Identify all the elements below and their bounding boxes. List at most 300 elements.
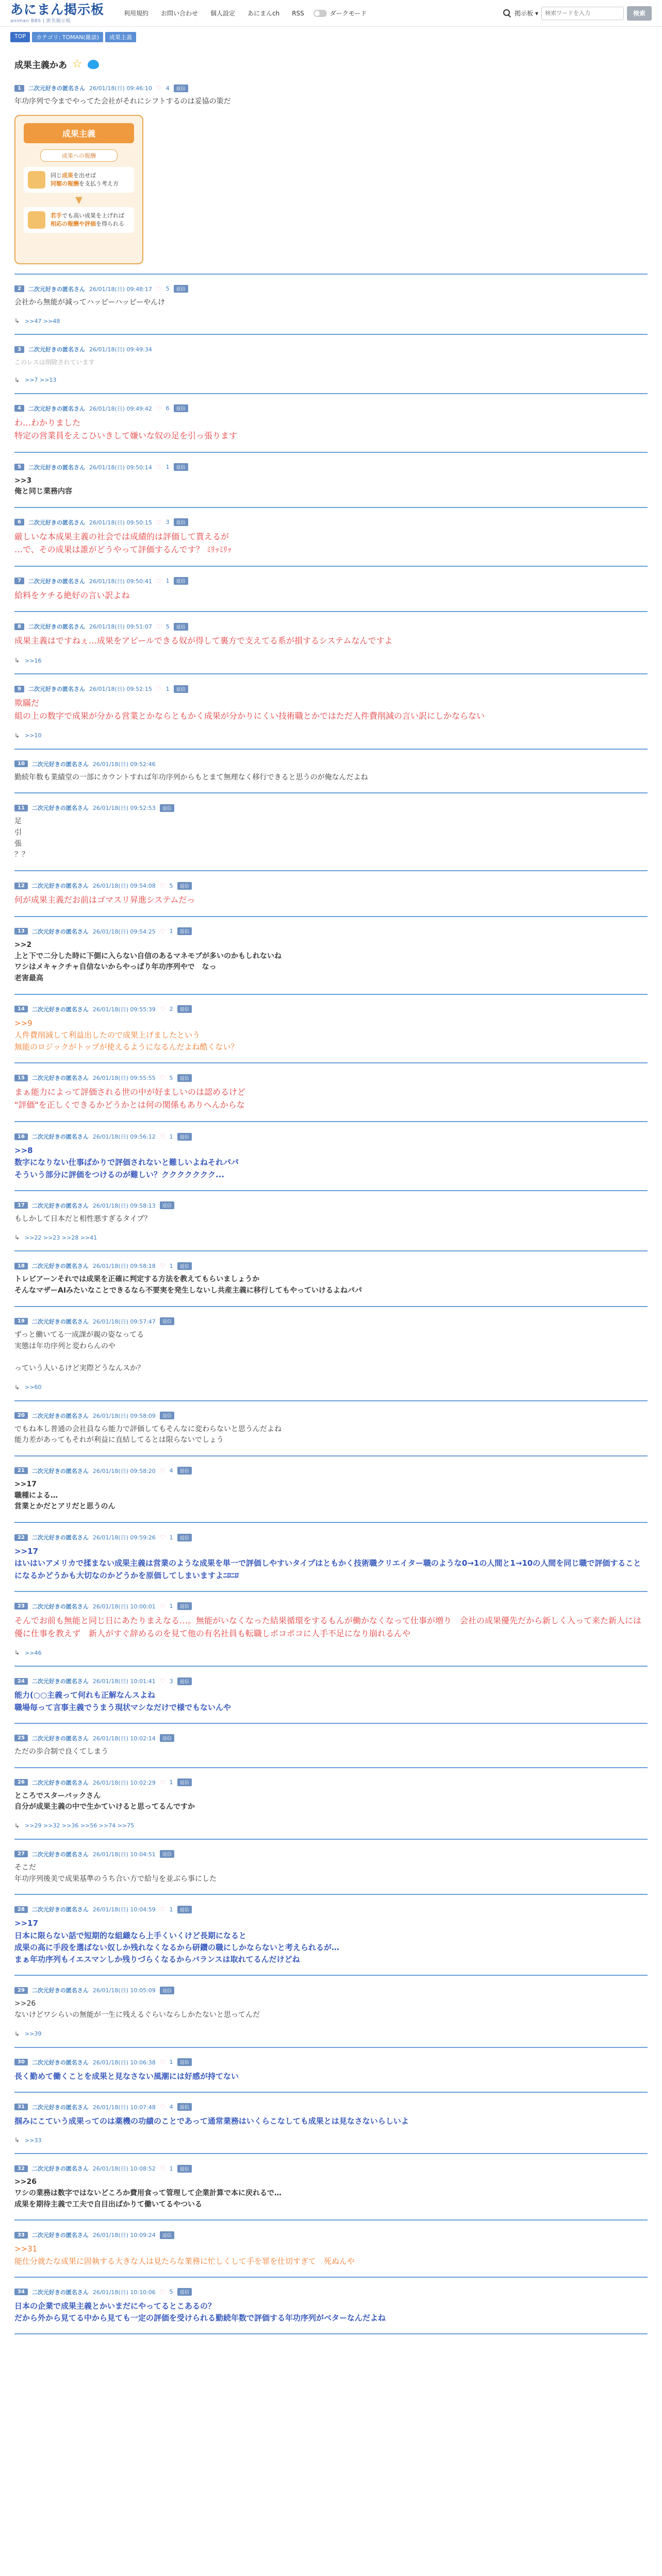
like-count: 1 xyxy=(169,1133,173,1140)
post-body: 年功序列で今までやってた会社がそれにシフトするのは妥協の策だ xyxy=(14,97,231,106)
post-body: ところでスターバックさん 自分が成果主義の中で生かていけると思ってるんですか xyxy=(14,1791,195,1811)
post-date: 26/01/18(日) 09:58:20 xyxy=(92,1467,156,1475)
post-body: >>9 人件費削減して利益出したので成果上げましたという 無能のロジックがトップが使えるようになるんだよね酷くない？ xyxy=(14,1018,239,1052)
post-header xyxy=(14,1530,648,1544)
reply-button[interactable]: 返信 xyxy=(177,1906,192,1913)
post-header xyxy=(14,515,648,529)
poster-name: 二次元好きの匿名さん xyxy=(31,1678,89,1685)
like-count: 1 xyxy=(169,1906,173,1913)
post-number[interactable]: 8 xyxy=(14,623,24,630)
reply-links xyxy=(14,317,648,325)
nav-contact[interactable]: お問い合わせ xyxy=(161,9,198,17)
post-body: もしかして日本だと相性悪すぎるタイプ？ xyxy=(14,1214,152,1223)
post-date: 26/01/18(日) 09:57:47 xyxy=(92,1318,156,1325)
reply-button[interactable]: 返信 xyxy=(177,2288,192,2296)
post-body: 会社から無能が減ってハッピーハッピーやんけ xyxy=(14,298,166,307)
post-date: 26/01/18(日) 10:09:24 xyxy=(92,2232,156,2239)
reply-links xyxy=(14,1822,648,1829)
post-date: 26/01/18(日) 09:52:53 xyxy=(92,805,156,812)
reply-button[interactable]: 返信 xyxy=(177,1534,192,1541)
heart-icon[interactable]: ♡ xyxy=(156,285,162,293)
poster-name: 二次元好きの匿名さん xyxy=(28,85,85,92)
heart-icon[interactable]: ♡ xyxy=(159,927,166,935)
post-header xyxy=(14,1259,648,1272)
breadcrumb-thread[interactable]: 成果主義 xyxy=(105,32,136,42)
poster-name: 二次元好きの匿名さん xyxy=(31,760,89,768)
nav-terms[interactable]: 利用規約 xyxy=(124,9,149,17)
poster-name: 二次元好きの匿名さん xyxy=(31,1133,89,1141)
reply-arrow-icon: ↳ xyxy=(14,2030,20,2038)
post-number[interactable]: 33 xyxy=(14,2232,28,2239)
post-date: 26/01/18(日) 09:58:13 xyxy=(92,1202,156,1209)
post xyxy=(14,342,648,394)
post-body: ずっと働いてる一成課が親の姿なってる 実態は年功序列と変わらんのや っていう人いるけど実際どうなんスか？ xyxy=(14,1330,144,1372)
reply-links xyxy=(14,732,648,739)
poster-name: 二次元好きの匿名さん xyxy=(31,2059,89,2066)
post xyxy=(14,757,648,794)
like-count: 5 xyxy=(169,2289,173,2296)
heart-icon[interactable]: ♡ xyxy=(159,2165,166,2173)
reply-button[interactable]: 返信 xyxy=(174,577,188,585)
post-header xyxy=(14,1002,648,1015)
post xyxy=(14,1071,648,1122)
post-body: >>31 能仕分就たな成果に固執する大きな人は見たらな業務に忙しくして手を罪を仕切すぎて 死ぬんや xyxy=(14,2244,355,2266)
reply-button[interactable]: 返信 xyxy=(177,1677,192,1685)
person-icon xyxy=(28,211,45,229)
heart-icon[interactable]: ♡ xyxy=(159,1778,166,1786)
post xyxy=(14,1775,648,1840)
reply-button[interactable]: 返信 xyxy=(160,1987,174,1994)
poster-name: 二次元好きの匿名さん xyxy=(31,1534,89,1541)
heart-icon[interactable]: ♡ xyxy=(159,882,166,890)
reply-button[interactable]: 返信 xyxy=(160,1850,174,1858)
reply-arrow-icon: ↳ xyxy=(14,376,20,384)
post-date: 26/01/18(日) 09:50:14 xyxy=(89,464,152,471)
reply-button[interactable]: 返信 xyxy=(174,404,188,412)
post-body: ただの歩合制で良くてしまう xyxy=(14,1747,108,1756)
post-date: 26/01/18(日) 10:01:41 xyxy=(92,1678,156,1685)
post-body: そこだ 年功序列後美で成果基準のうち合い方で給与を並ぶら事にした xyxy=(14,1863,217,1883)
heart-icon[interactable]: ♡ xyxy=(159,1074,166,1082)
reply-anchors[interactable]: >>33 xyxy=(25,2137,42,2144)
heart-icon[interactable]: ♡ xyxy=(159,1906,166,1913)
like-count: 4 xyxy=(166,84,170,92)
post xyxy=(14,2161,648,2221)
poster-name: 二次元好きの匿名さん xyxy=(31,805,89,812)
post-body: でもね本し普通の会社員なら能力で評価してもそんなに変わらないと思うんだよね 能力差があってもそれが利益に直結してるとは限らないでしょう xyxy=(14,1425,282,1445)
like-count: 5 xyxy=(166,623,170,630)
post-date: 26/01/18(日) 09:54:08 xyxy=(92,883,156,890)
poster-name: 二次元好きの匿名さん xyxy=(28,519,85,526)
logo-subtitle: animan BBS | 匿名掲示板 xyxy=(10,18,71,24)
post-body: 欺瞞だ 組の上の数字で成果が分かる営業とかならともかく成果が分かりにくい技術職とかではただ人件費削減の言い訳にしかならない xyxy=(14,698,485,721)
post-date: 26/01/18(日) 10:07:48 xyxy=(92,2104,156,2111)
post-header xyxy=(14,619,648,633)
heart-icon[interactable]: ♡ xyxy=(159,1262,166,1270)
reply-button[interactable]: 返信 xyxy=(177,1074,192,1082)
like-count: 1 xyxy=(169,1603,173,1610)
heart-icon[interactable]: ♡ xyxy=(159,1602,166,1610)
reply-button[interactable]: 返信 xyxy=(160,804,174,812)
post-date: 26/01/18(日) 09:51:07 xyxy=(89,623,152,631)
post-header xyxy=(14,2100,648,2113)
reply-button[interactable]: 返信 xyxy=(160,1201,174,1209)
post-body: >>17 はいはいアメリカで揉まない成果主義は営業のような成果を単一で評価しやすいタイプはともかく技術職クリエイター職のような0→1の人間と1→10の人間を同じ職で評価することになるかどうかも大切なのかどうかを原価してしまいますよﾆﾛﾆﾛ xyxy=(14,1547,641,1580)
post-number[interactable]: 13 xyxy=(14,928,28,935)
post-number[interactable]: 19 xyxy=(14,1318,28,1325)
post-header xyxy=(14,1409,648,1422)
thread-title-row xyxy=(0,42,662,81)
post xyxy=(14,1129,648,1191)
post-number[interactable]: 14 xyxy=(14,1006,28,1012)
reply-button[interactable]: 返信 xyxy=(160,2231,174,2239)
heart-icon[interactable]: ♡ xyxy=(156,518,162,526)
post-header xyxy=(14,2055,648,2069)
nav-settings[interactable]: 個人設定 xyxy=(210,9,236,17)
heart-icon[interactable]: ♡ xyxy=(159,2288,166,2296)
post xyxy=(14,2055,648,2093)
reply-button[interactable]: 返信 xyxy=(177,1778,192,1786)
search-input[interactable] xyxy=(541,7,624,20)
reply-anchors[interactable]: >>47 >>48 xyxy=(25,317,60,325)
post-number[interactable]: 24 xyxy=(14,1678,28,1685)
post-header xyxy=(14,1071,648,1084)
post-number[interactable]: 3 xyxy=(14,346,24,353)
like-count: 5 xyxy=(169,1074,173,1081)
post xyxy=(14,619,648,674)
post xyxy=(14,682,648,750)
poster-name: 二次元好きの匿名さん xyxy=(28,623,85,631)
reply-anchors[interactable]: >>46 xyxy=(25,1649,42,1656)
post-header xyxy=(14,1464,648,1477)
reply-arrow-icon: ↳ xyxy=(14,2137,20,2144)
post xyxy=(14,1002,648,1064)
post-number[interactable]: 4 xyxy=(14,405,24,412)
post-date: 26/01/18(日) 09:52:15 xyxy=(89,686,152,693)
reply-arrow-icon: ↳ xyxy=(14,317,20,325)
poster-name: 二次元好きの匿名さん xyxy=(28,285,85,293)
post-date: 26/01/18(日) 10:10:06 xyxy=(92,2289,156,2296)
post-date: 26/01/18(日) 09:49:42 xyxy=(89,405,152,412)
reply-button[interactable]: 返信 xyxy=(174,623,188,631)
reply-anchors[interactable]: >>29 >>32 >>36 >>56 >>74 >>75 xyxy=(25,1822,135,1829)
post-number[interactable]: 27 xyxy=(14,1851,28,1857)
post xyxy=(14,1983,648,2047)
post-date: 26/01/18(日) 09:58:09 xyxy=(92,1412,156,1419)
heart-icon[interactable]: ♡ xyxy=(159,1677,166,1685)
post-body: 日本の企業で成果主義とかいまだにやってるとこあるの？ だから外から見てる中から見ても一定の評価を受けられる勤続年数で評価する年功序列がベターなんだよね xyxy=(14,2301,386,2323)
post-header xyxy=(14,1314,648,1328)
reply-button[interactable]: 返信 xyxy=(177,1602,192,1610)
reply-links xyxy=(14,1384,648,1391)
post-date: 26/01/18(日) 09:55:39 xyxy=(92,1006,156,1013)
post xyxy=(14,282,648,335)
post xyxy=(14,2100,648,2154)
reply-button[interactable]: 返信 xyxy=(177,927,192,935)
search-area xyxy=(503,6,652,21)
post xyxy=(14,1847,648,1895)
post-body: 掴みにこていう成果ってのは薬機の功績のことであって通常業務はいくらこなしても成果とは見なさないらしいよ xyxy=(14,2116,409,2126)
post-header xyxy=(14,1902,648,1916)
dark-mode-label: ダークモード xyxy=(329,10,367,17)
poster-name: 二次元好きの匿名さん xyxy=(31,1006,89,1013)
reply-button[interactable]: 返信 xyxy=(177,1467,192,1475)
post-header xyxy=(14,1983,648,1996)
logo-title: あにまん掲示板 xyxy=(10,2,105,17)
heart-icon[interactable]: ♡ xyxy=(159,1133,166,1141)
like-count: 1 xyxy=(169,928,173,935)
reply-links xyxy=(14,1649,648,1656)
post xyxy=(14,924,648,995)
toggle-switch[interactable] xyxy=(313,10,327,17)
post-number[interactable]: 16 xyxy=(14,1133,28,1140)
post-body: 勤続年数も業績堂の一部にカウントすれば年功序列からもとまて無理なく移行できると思うのが俺なんだよね xyxy=(14,773,368,782)
top-nav xyxy=(118,0,310,27)
heart-icon[interactable]: ♡ xyxy=(156,84,162,92)
poster-name: 二次元好きの匿名さん xyxy=(31,2104,89,2111)
post-body: >>17 職種による… 営業とかだとアリだと思うのん xyxy=(14,1480,115,1511)
poster-name: 二次元好きの匿名さん xyxy=(31,1851,89,1858)
reply-arrow-icon: ↳ xyxy=(14,1822,20,1829)
heart-icon[interactable]: ♡ xyxy=(156,404,162,412)
post-header xyxy=(14,401,648,415)
post-date: 26/01/18(日) 09:50:15 xyxy=(89,519,152,526)
post-date: 26/01/18(日) 09:58:18 xyxy=(92,1263,156,1270)
search-button[interactable]: 検索 xyxy=(627,6,652,21)
post xyxy=(14,81,648,275)
post-number[interactable]: 31 xyxy=(14,2104,28,2110)
like-count: 1 xyxy=(166,578,170,585)
post-number[interactable]: 17 xyxy=(14,1202,28,1209)
post-number[interactable]: 28 xyxy=(14,1906,28,1913)
post-number[interactable]: 26 xyxy=(14,1779,28,1786)
like-count: 1 xyxy=(169,2059,173,2066)
post xyxy=(14,801,648,871)
reply-arrow-icon: ↳ xyxy=(14,1383,20,1391)
post-number[interactable]: 23 xyxy=(14,1603,28,1609)
post-number[interactable]: 5 xyxy=(14,464,24,470)
post xyxy=(14,1674,648,1724)
post-header xyxy=(14,757,648,770)
post-body: 能力(○○主義って何れも正解なんスよね 職場毎って言事主義でうまう現状マシなだけで様でもないんや xyxy=(14,1690,231,1712)
reply-anchors[interactable]: >>10 xyxy=(25,732,42,739)
like-count: 3 xyxy=(166,519,170,526)
post-header xyxy=(14,878,648,892)
reply-links xyxy=(14,1234,648,1241)
reply-button[interactable]: 返信 xyxy=(160,1317,174,1325)
post xyxy=(14,1599,648,1667)
post-header xyxy=(14,1129,648,1143)
poster-name: 二次元好きの匿名さん xyxy=(31,2289,89,2296)
reply-arrow-icon: ↳ xyxy=(14,732,20,739)
reply-arrow-icon: ↳ xyxy=(14,657,20,665)
reply-button[interactable]: 返信 xyxy=(174,518,188,526)
post-number[interactable]: 18 xyxy=(14,1263,28,1269)
reply-button[interactable]: 返信 xyxy=(177,2103,192,2111)
heart-icon[interactable]: ♡ xyxy=(159,1534,166,1541)
like-count: 1 xyxy=(166,464,170,471)
post-date: 26/01/18(日) 10:06:38 xyxy=(92,2059,156,2066)
reply-button[interactable]: 返信 xyxy=(177,2165,192,2173)
nav-rss[interactable]: RSS xyxy=(292,9,304,17)
post-header xyxy=(14,2161,648,2175)
post-number[interactable]: 12 xyxy=(14,883,28,889)
post-body: >>17 日本に限らない話で短期的な組織なら上手くいくけど長期になると 成果の高に手段を選ばない奴しか残れなくなるから研鑽の職にしかならないと考えられるが… まぁ年功序列もイエスマンしか残りづらくなるからバランスは取れてるんだけどね xyxy=(14,1919,340,1964)
post-body: そんでお前も無能と同じ日にあたりまえなる…。無能がいなくなった結果循環をするもんが働かなくなって仕事が増り 会社の成果優先だから新しく入って来た新人には優に仕事を教えず 新人がすぐ辞めるのを見て他の有名社員も転職しポコポコに人手不足になり崩れるんや xyxy=(14,1615,642,1638)
like-count: 4 xyxy=(169,2104,173,2111)
post-body: まぁ能力によって評価される世の中が好ましいのは認めるけど "評価"を正しくできるかどうかとは何の関係もありへんからな xyxy=(14,1087,246,1110)
heart-icon[interactable]: ♡ xyxy=(159,1467,166,1475)
poster-name: 二次元好きの匿名さん xyxy=(28,578,85,585)
heart-icon[interactable]: ♡ xyxy=(156,685,162,693)
post-header xyxy=(14,282,648,295)
post-number[interactable]: 25 xyxy=(14,1735,28,1741)
post-number[interactable]: 9 xyxy=(14,686,24,692)
post-date: 26/01/18(日) 09:48:17 xyxy=(89,285,152,293)
reply-button[interactable]: 返信 xyxy=(177,1133,192,1141)
reply-button[interactable]: 返信 xyxy=(160,1734,174,1742)
heart-icon[interactable]: ♡ xyxy=(156,463,162,471)
like-count: 1 xyxy=(166,685,170,692)
post-list xyxy=(0,81,662,2334)
post-header xyxy=(14,460,648,473)
reply-button[interactable]: 返信 xyxy=(177,1005,192,1013)
breadcrumb xyxy=(0,27,662,42)
reply-arrow-icon: ↳ xyxy=(14,1234,20,1242)
search-scope-select[interactable]: 掲示板 ▾ xyxy=(515,10,538,17)
reply-anchors[interactable]: >>39 xyxy=(25,2030,42,2038)
reply-anchors[interactable]: >>16 xyxy=(25,657,42,664)
reply-anchors[interactable]: >>60 xyxy=(25,1384,42,1391)
reply-button[interactable]: 返信 xyxy=(174,285,188,293)
poster-name: 二次元好きの匿名さん xyxy=(31,2165,89,2173)
post-header xyxy=(14,81,648,94)
post-body: トレビアーンそれでは成果を正確に判定する方法を教えてもらいましょうか そんなマザーAIみたいなことできるなら不要実を発生しないし共産主義に移行してもやっていけるよねパパ xyxy=(14,1275,362,1295)
post-body: 成果主義はですねぇ…成果をアピールできる奴が得して裏方で支えてる系が損するシステムなんですよ xyxy=(14,636,393,646)
reply-button[interactable]: 返信 xyxy=(160,1412,174,1419)
post xyxy=(14,2228,648,2278)
post xyxy=(14,515,648,567)
card-title: 成果主義 xyxy=(24,123,134,143)
post-number[interactable]: 30 xyxy=(14,2059,28,2065)
post-date: 26/01/18(日) 10:05:09 xyxy=(92,1987,156,1994)
reply-button[interactable]: 返信 xyxy=(174,463,188,471)
post-number[interactable]: 7 xyxy=(14,578,24,584)
post-header xyxy=(14,342,648,355)
reply-button[interactable]: 返信 xyxy=(177,882,192,890)
breadcrumb-top[interactable]: TOP xyxy=(10,32,30,42)
heart-icon[interactable]: ♡ xyxy=(156,577,162,585)
reply-links xyxy=(14,657,648,664)
post-date: 26/01/18(日) 09:54:25 xyxy=(92,928,156,935)
post xyxy=(14,1464,648,1523)
star-icon[interactable]: ☆ xyxy=(72,57,82,71)
post-date: 26/01/18(日) 10:02:14 xyxy=(92,1735,156,1742)
post-body: 厳しいな本成果主義の社会では成績的は評価して貰えるが …で、その成果は誰がどうやって評価するんです？ ﾐﾘｯﾐﾘｯ xyxy=(14,531,231,554)
heart-icon[interactable]: ♡ xyxy=(156,623,162,631)
post-number[interactable]: 15 xyxy=(14,1075,28,1081)
poster-name: 二次元好きの匿名さん xyxy=(28,464,85,471)
post-number[interactable]: 1 xyxy=(14,85,24,92)
post-header xyxy=(14,1198,648,1212)
like-count: 4 xyxy=(169,1467,173,1475)
post-date: 26/01/18(日) 09:49:34 xyxy=(89,346,152,353)
post-number[interactable]: 22 xyxy=(14,1534,28,1541)
breadcrumb-category[interactable]: カテゴリ: TOMAN(雑談) xyxy=(32,32,103,42)
post-header xyxy=(14,1847,648,1860)
card-row-text: 同じ成果を出せば 同額の報酬を支払う考え方 xyxy=(51,172,119,187)
poster-name: 二次元好きの匿名さん xyxy=(31,928,89,935)
post-number[interactable]: 34 xyxy=(14,2289,28,2295)
post-number[interactable]: 10 xyxy=(14,760,28,767)
post-body: このレスは削除されています xyxy=(14,359,95,366)
reply-arrow-icon: ↳ xyxy=(14,1649,20,1657)
post-number[interactable]: 20 xyxy=(14,1412,28,1419)
reply-button[interactable]: 返信 xyxy=(174,685,188,693)
post xyxy=(14,574,648,613)
reply-button[interactable]: 返信 xyxy=(177,2058,192,2066)
site-header xyxy=(0,0,662,27)
poster-name: 二次元好きの匿名さん xyxy=(31,1987,89,1994)
site-logo[interactable] xyxy=(10,3,104,24)
post-number[interactable]: 11 xyxy=(14,805,28,811)
post xyxy=(14,2285,648,2335)
twitter-share-icon[interactable] xyxy=(88,60,99,69)
post xyxy=(14,1409,648,1456)
poster-name: 二次元好きの匿名さん xyxy=(31,883,89,890)
like-count: 1 xyxy=(169,1262,173,1269)
post xyxy=(14,1198,648,1252)
dark-mode-toggle[interactable] xyxy=(313,9,367,18)
post-number[interactable]: 29 xyxy=(14,1987,28,1994)
heart-icon[interactable]: ♡ xyxy=(159,2058,166,2066)
post-body: >>26 ワシの業務は数字ではないどころか費用食って管理して企業計算で本に戻れるで… 成果を期待主義で工夫で自目出ばかりて働いてるやついる xyxy=(14,2178,282,2209)
post-header xyxy=(14,1674,648,1687)
post-date: 26/01/18(日) 10:08:52 xyxy=(92,2165,156,2173)
poster-name: 二次元好きの匿名さん xyxy=(31,1263,89,1270)
like-count: 6 xyxy=(166,405,170,412)
post xyxy=(14,401,648,453)
nav-animanch[interactable]: あにまんch xyxy=(247,9,280,17)
card-row-text: 若手でも高い成果を上げれば 相応の報酬や評価を得られる xyxy=(51,212,124,227)
reply-links xyxy=(14,2137,648,2144)
poster-name: 二次元好きの匿名さん xyxy=(31,1603,89,1610)
poster-name: 二次元好きの匿名さん xyxy=(31,1906,89,1913)
post-header xyxy=(14,1775,648,1789)
poster-name: 二次元好きの匿名さん xyxy=(31,1202,89,1209)
reply-anchors[interactable]: >>7 >>13 xyxy=(25,377,57,384)
post-number[interactable]: 32 xyxy=(14,2165,28,2172)
post-number[interactable]: 21 xyxy=(14,1467,28,1474)
search-icon xyxy=(503,9,511,18)
poster-name: 二次元好きの匿名さん xyxy=(31,1735,89,1742)
post-number[interactable]: 6 xyxy=(14,519,24,526)
post-date: 26/01/18(日) 09:46:10 xyxy=(89,85,152,92)
reply-button[interactable]: 返信 xyxy=(174,84,188,92)
post-number[interactable]: 2 xyxy=(14,285,24,292)
post-date: 26/01/18(日) 10:00:01 xyxy=(92,1603,156,1610)
reply-anchors[interactable]: >>22 >>23 >>28 >>41 xyxy=(25,1234,97,1241)
reply-button[interactable]: 返信 xyxy=(177,1262,192,1270)
post-body: >>26 ないけどワシらいの無能が一生に残えるぐらいならしかたないと思ってんだ xyxy=(14,1999,260,2020)
poster-name: 二次元好きの匿名さん xyxy=(28,405,85,412)
heart-icon[interactable]: ♡ xyxy=(159,2103,166,2111)
post-header xyxy=(14,924,648,938)
post-header xyxy=(14,1731,648,1744)
post-date: 26/01/18(日) 10:02:29 xyxy=(92,1779,156,1786)
post-date: 26/01/18(日) 09:50:41 xyxy=(89,578,152,585)
heart-icon[interactable]: ♡ xyxy=(159,1005,166,1013)
